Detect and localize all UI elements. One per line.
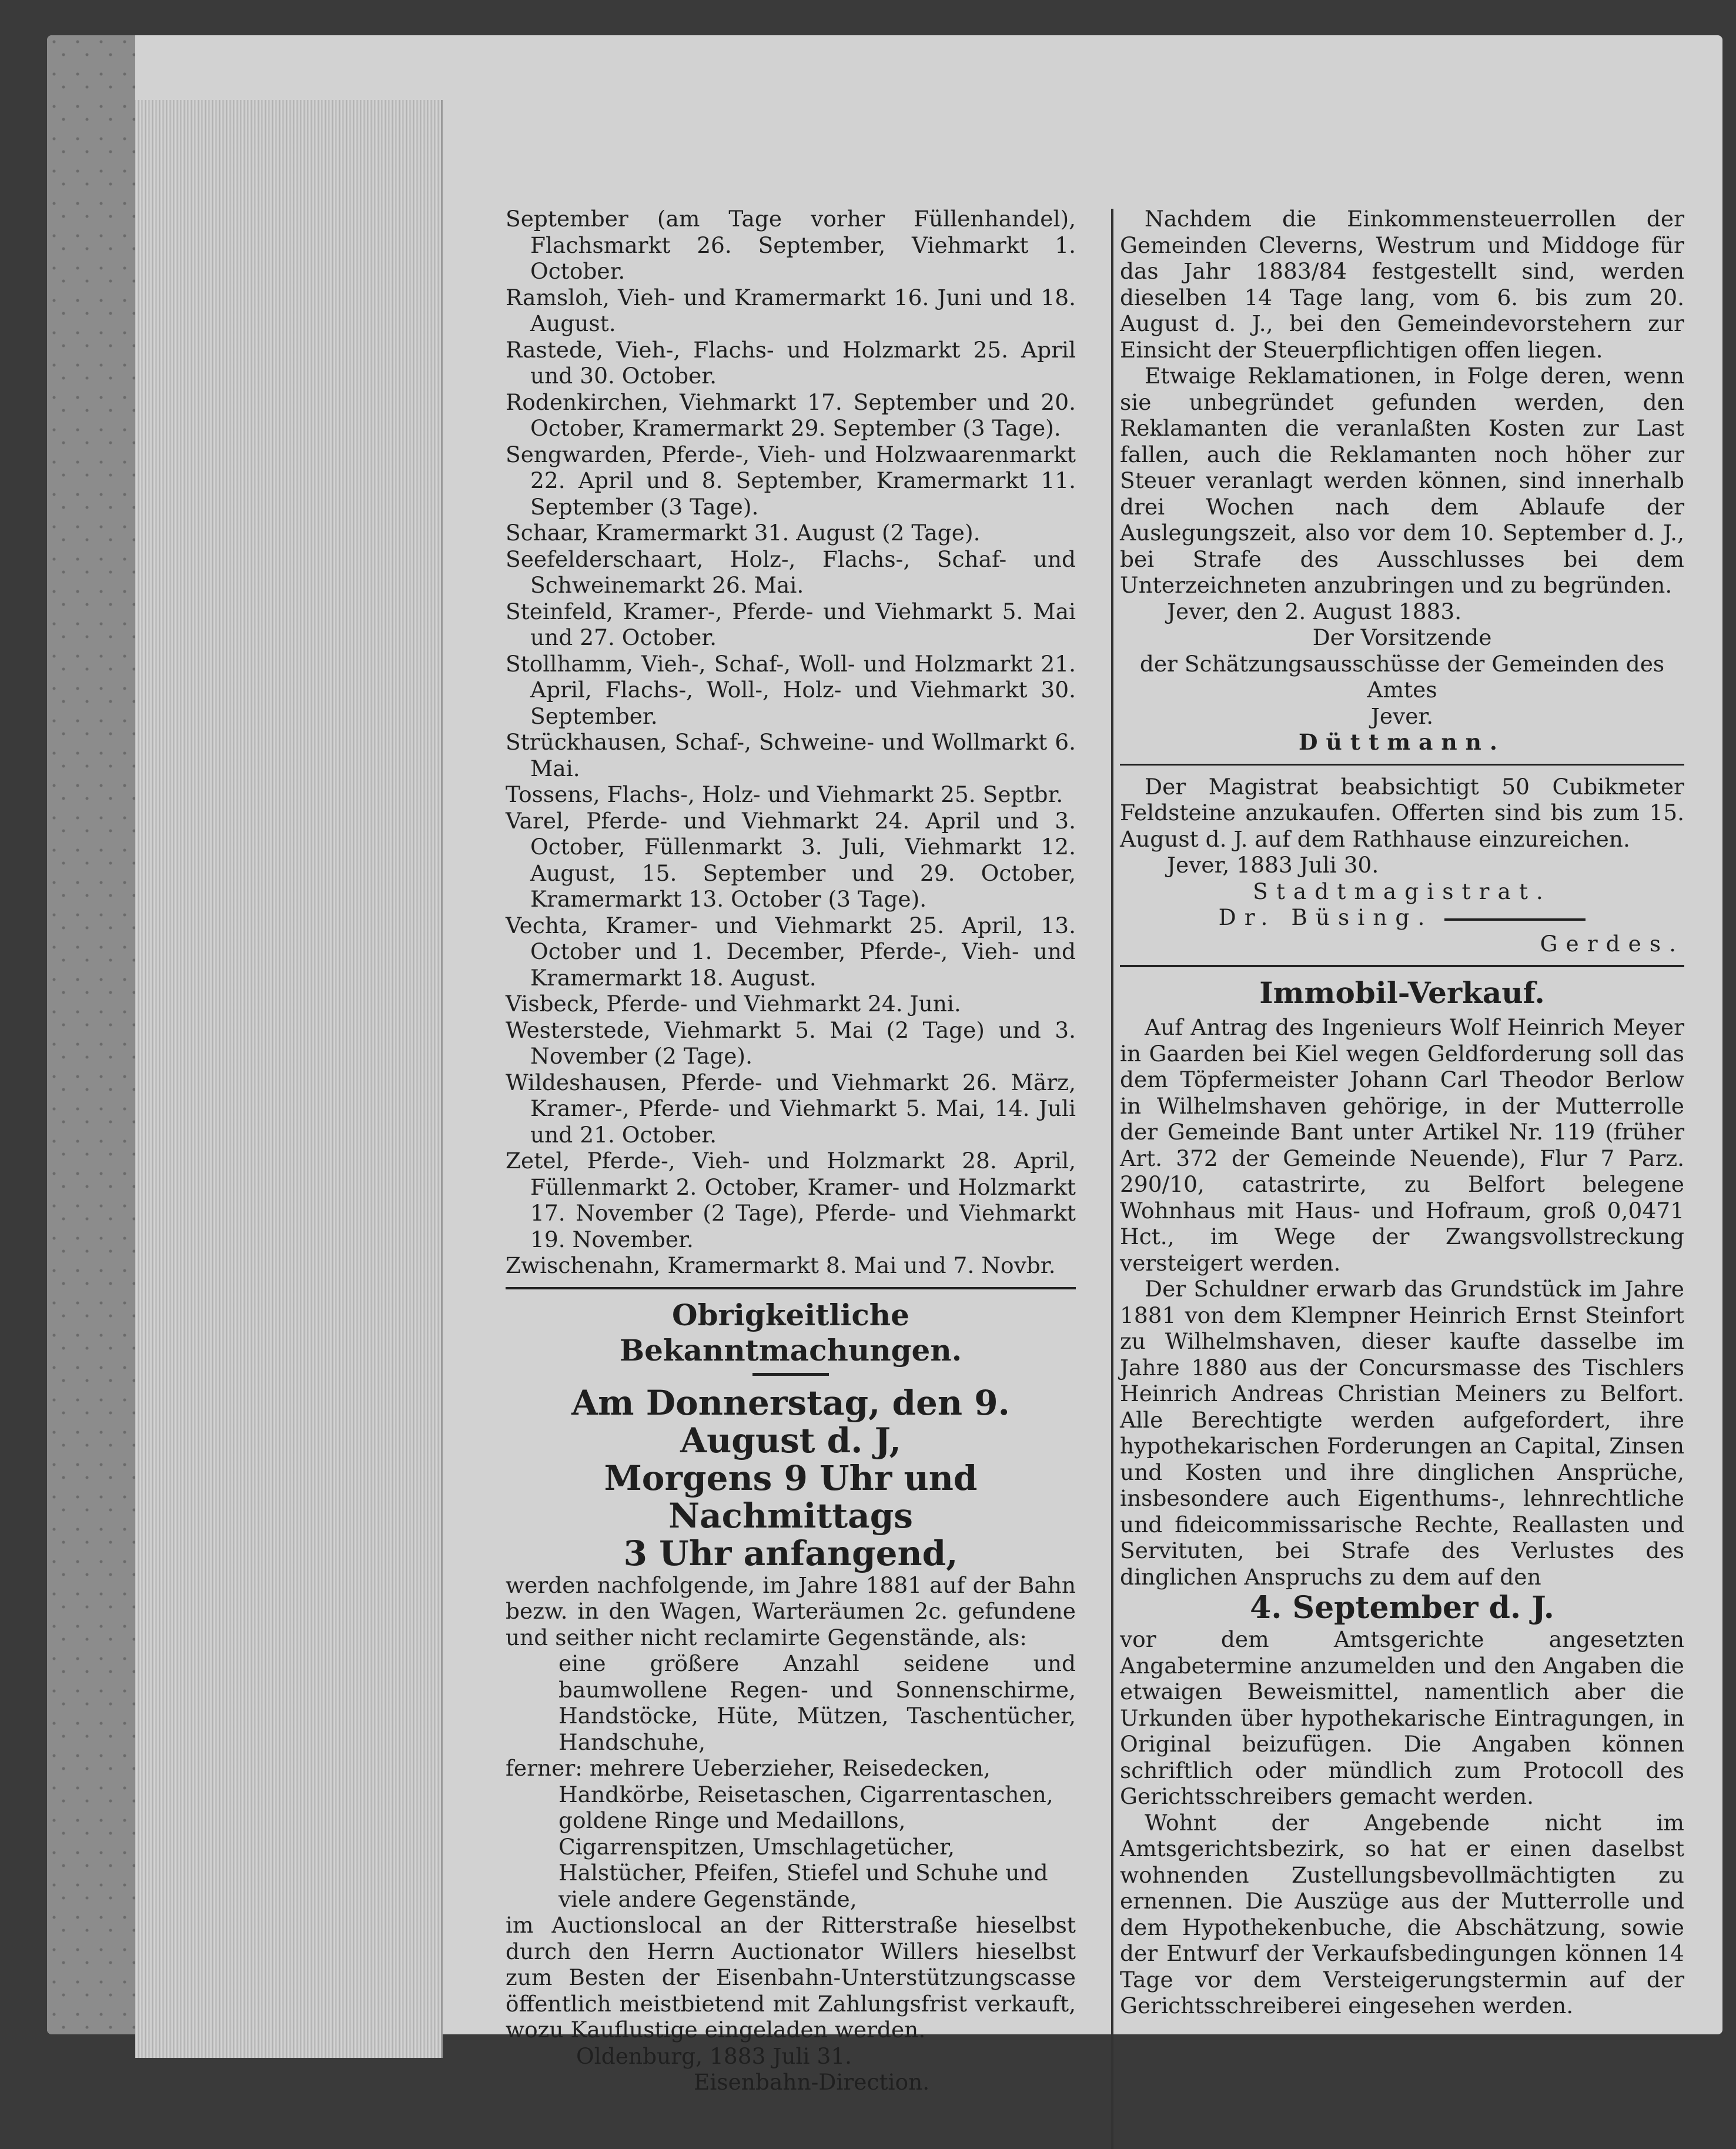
property-sale-date: 4. September d. J. <box>1250 1590 1554 1626</box>
property-sale-heading: Immobil-Verkauf. <box>1259 975 1545 1010</box>
market-entry: Sengwarden, Pferde-, Vieh- und Holzwaarenmarkt 22. April und 8. September, Kramermarkt 11. September (3 Tage). <box>506 441 1076 520</box>
tax-notice-signer: der Schätzungsausschüsse der Gemeinden des Amtes <box>1139 650 1665 703</box>
auction-intro: werden nachfolgende, im Jahre 1881 auf der Bahn bezw. in den Wagen, Warteräumen 2c. gefundene und seither nicht reclamirte Gegenstände, als: <box>506 1572 1076 1650</box>
page-edges <box>135 100 443 2058</box>
property-sale-paragraph: Der Schuldner erwarb das Grundstück im Jahre 1881 von dem Klempner Heinrich Ernst Steinfort zu Wilhelmshaven, dieser kaufte dasselbe im Jahre 1880 aus der Concursmasse des Tischlers Heinrich Andreas Christian Meiners zu Belfort. Alle Berechtigte werden aufgefordert, ihre hypothekarischen Forderungen an Capital, Zinsen und Kosten und ihre dinglichen Ansprüche, insbesondere auch Eigenthums-, lehnrechtliche und fideicommissarische Rechte, Reallasten und Servituten, bei Strafe des Verlustes des dinglichen Anspruchs zu dem auf den <box>1120 1276 1684 1590</box>
auction-items-more: ferner: mehrere Ueberzieher, Reisedecken, Handkörbe, Reisetaschen, Cigarrentaschen, goldene Ringe und Medaillons, Cigarrenspitzen, Umschlagetücher, Halstücher, Pfeifen, Stiefel und Schuhe und viele andere Gegenstände, <box>506 1755 1053 1912</box>
auction-items: eine größere Anzahl seidene und baumwollene Regen- und Sonnenschirme, Handstöcke, Hüte, Mützen, Taschentücher, Handschuhe, <box>558 1650 1076 1755</box>
stone-notice-signer-text: Dr. Büsing. <box>1218 904 1433 930</box>
market-entry: Stollhamm, Vieh-, Schaf-, Woll- und Holzmarkt 21. April, Flachs-, Woll-, Holz- und Viehmarkt 30. September. <box>506 650 1076 729</box>
market-entry: Visbeck, Pferde- und Viehmarkt 24. Juni. <box>506 991 961 1017</box>
auction-headline: Am Donnerstag, den 9. August d. J, <box>571 1382 1010 1460</box>
market-entry: Ramsloh, Vieh- und Kramermarkt 16. Juni und 18. August. <box>506 284 1076 336</box>
column-rule <box>1111 209 1113 2149</box>
stone-notice-date: Jever, 1883 Juli 30. <box>1167 852 1379 878</box>
market-entry: Tossens, Flachs-, Holz- und Viehmarkt 25. Septbr. <box>506 781 1063 807</box>
market-entry: Steinfeld, Kramer-, Pferde- und Viehmarkt 5. Mai und 27. October. <box>506 598 1076 650</box>
tax-notice-paragraph: Nachdem die Einkommensteuerrollen der Gemeinden Cleverns, Westrum und Middoge für das Jahr 1883/84 festgestellt sind, werden dieselben 14 Tage lang, vom 6. bis zum 20. August d. J., bei den Gemeindevorstehern zur Einsicht der Steuerpflichtigen offen liegen. <box>1120 206 1684 363</box>
auction-place-date: Oldenburg, 1883 Juli 31. <box>576 2043 852 2069</box>
section-heading: Obrigkeitliche Bekanntmachungen. <box>619 1297 962 1368</box>
section-divider <box>506 1287 1076 1289</box>
auction-body: im Auctionslocal an der Ritterstraße hieselbst durch den Herrn Auctionator Willers hieselbst zum Besten der Eisenbahn-Unterstützungscasse öffentlich meistbietend mit Zahlungsfrist verkauft, wozu Kauflustige eingeladen werden. <box>506 1912 1076 2043</box>
stone-notice-signer-name <box>1120 904 1684 931</box>
market-entry: Zwischenahn, Kramermarkt 8. Mai und 7. Novbr. <box>506 1252 1056 1278</box>
property-sale-paragraph: Wohnt der Angebende nicht im Amtsgerichtsbezirk, so hat er einen daselbst wohnenden Zustellungsbevollmächtigten zu ernennen. Die Auszüge aus der Mutterrolle und dem Hypothekenbuche, die Abschätzung, sowie der Entwurf der Verkaufsbedingungen können 14 Tage vor dem Versteigerungstermin auf der Gerichtsschreiberei eingesehen werden. <box>1120 1809 1684 2018</box>
tax-notice-signer: Jever. <box>1370 703 1434 729</box>
property-sale-paragraph: Auf Antrag des Ingenieurs Wolf Heinrich Meyer in Gaarden bei Kiel wegen Geldforderung soll das dem Töpfermeister Johann Carl Theodor Berlow in Wilhelmshaven gehörige, in der Mutterrolle der Gemeinde Bant unter Artikel Nr. 119 (früher Art. 372 der Gemeinde Neuende), Flur 7 Parz. 290/10, catastrirte, zu Belfort belegene Wohnhaus mit Haus- und Hofraum, groß 0,0471 Hct., im Wege der Zwangsvollstreckung versteigert werden. <box>1120 1014 1684 1276</box>
stone-notice-signer: Stadtmagistrat. <box>1253 878 1551 904</box>
market-entry: Zetel, Pferde-, Vieh- und Holzmarkt 28. April, Füllenmarkt 2. October, Kramer- und Holzmarkt 17. November (2 Tage), Pferde- und Viehmarkt 19. November. <box>506 1148 1076 1252</box>
tax-notice-date: Jever, den 2. August 1883. <box>1167 598 1462 624</box>
auction-signature: Eisenbahn-Direction. <box>694 2069 930 2095</box>
tax-notice-paragraph: Etwaige Reklamationen, in Folge deren, wenn sie unbegründet gefunden werden, den Reklamanten die veranlaßten Kosten zur Last fallen, auch die Reklamanten noch höher zur Steuer veranlagt werden können, sind innerhalb drei Wochen nach dem Ablaufe der Auslegungszeit, also vor dem 10. September d. J., bei Strafe des Ausschlusses bei dem Unterzeichneten anzubringen und zu begründen. <box>1120 363 1684 598</box>
property-sale-paragraph: vor dem Amtsgerichte angesetzten Angabetermine anzumelden und den Angaben die etwaigen Beweismittel, namentlich aber die Urkunden über hypothekarische Eintragungen, in Original beizufügen. Die Angaben können schriftlich oder mündlich zum Protocoll des Gerichtsschreibers gemacht werden. <box>1120 1626 1684 1809</box>
short-divider <box>752 1373 829 1376</box>
market-entry: Schaar, Kramermarkt 31. August (2 Tage). <box>506 520 981 546</box>
stone-notice-signer-2: Gerdes. <box>1540 930 1684 957</box>
market-entry: Wildeshausen, Pferde- und Viehmarkt 26. März, Kramer-, Pferde- und Viehmarkt 5. Mai, 14. Juli und 21. October. <box>506 1069 1076 1148</box>
market-entry: Vechta, Kramer- und Viehmarkt 25. April, 13. October und 1. December, Pferde-, Vieh- und Kramermarkt 18. August. <box>506 912 1076 991</box>
auction-headline: 3 Uhr anfangend, <box>623 1533 958 1573</box>
notice-divider <box>1120 764 1684 766</box>
market-entry: Westerstede, Viehmarkt 5. Mai (2 Tage) und 3. November (2 Tage). <box>506 1017 1076 1069</box>
market-entry: Rodenkirchen, Viehmarkt 17. September und 20. October, Kramermarkt 29. September (3 Tage). <box>506 389 1076 441</box>
right-column <box>1120 206 1684 2019</box>
notice-divider <box>1120 965 1684 967</box>
market-entry: Varel, Pferde- und Viehmarkt 24. April und 3. October, Füllenmarkt 3. Juli, Viehmarkt 12. August, 15. September und 29. October, Kramermarkt 13. October (3 Tage). <box>506 807 1076 912</box>
market-entry: September (am Tage vorher Füllenhandel), Flachsmarkt 26. September, Viehmarkt 1. October. <box>506 206 1076 284</box>
market-entry: Seefelderschaart, Holz-, Flachs-, Schaf- und Schweinemarkt 26. Mai. <box>506 546 1076 598</box>
market-entry: Strückhausen, Schaf-, Schweine- und Wollmarkt 6. Mai. <box>506 729 1076 781</box>
tax-notice-signature: Düttmann. <box>1299 729 1506 755</box>
signature-line <box>1444 918 1586 921</box>
auction-headline: Morgens 9 Uhr und Nachmittags <box>604 1458 978 1536</box>
book-spine <box>47 35 135 2034</box>
left-column <box>506 206 1076 2095</box>
market-entry: Rastede, Vieh-, Flachs- und Holzmarkt 25. April und 30. October. <box>506 336 1076 389</box>
tax-notice-signer: Der Vorsitzende <box>1312 624 1492 650</box>
stone-notice-paragraph: Der Magistrat beabsichtigt 50 Cubikmeter Feldsteine anzukaufen. Offerten sind bis zum 15. August d. J. auf dem Rathhause einzureichen. <box>1120 773 1684 852</box>
